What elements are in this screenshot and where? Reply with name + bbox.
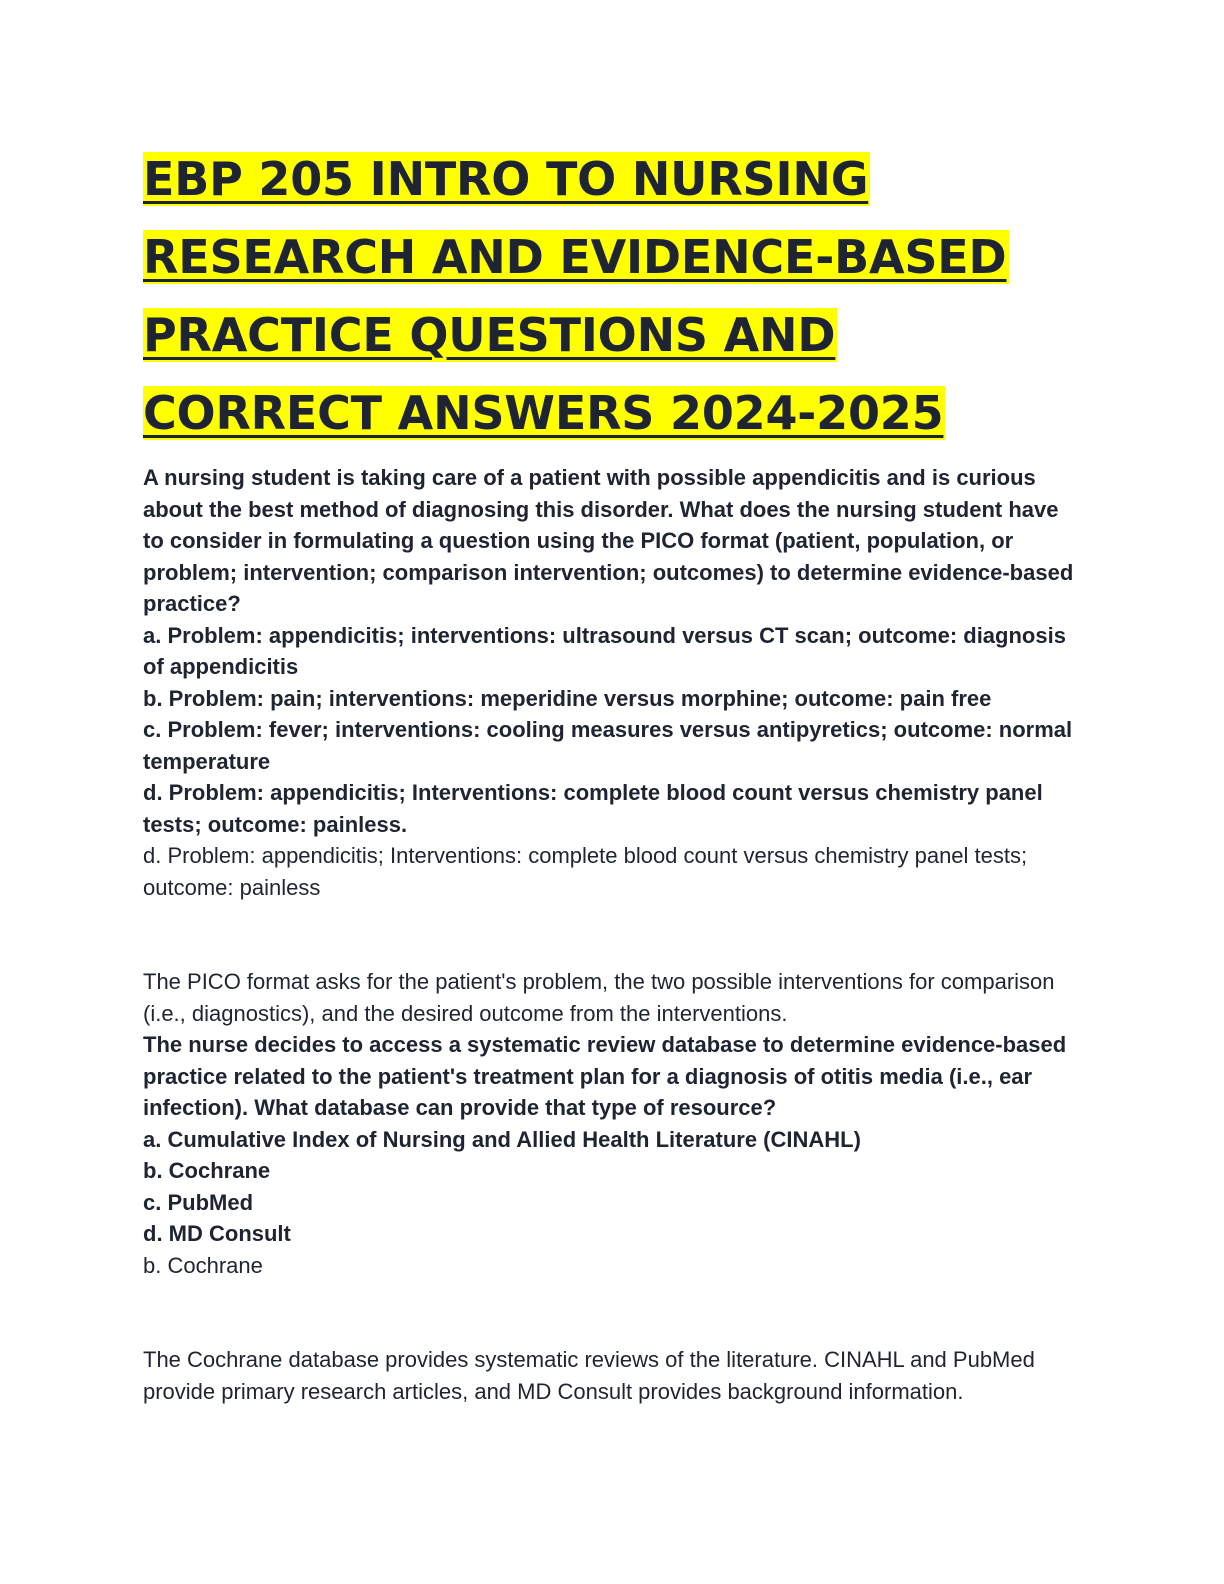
spacer (143, 1281, 1083, 1344)
answer-option: d. MD Consult (143, 1221, 291, 1246)
correct-answer: b. Cochrane (143, 1252, 263, 1278)
title-line: RESEARCH AND EVIDENCE-BASED (143, 230, 1007, 284)
question-block (143, 1029, 1083, 1407)
answer-explanation: The Cochrane database provides systematic reviews of the literature. CINAHL and PubMed provide primary research articles, and MD Consult provides background information. (143, 1347, 1035, 1404)
answer-option: a. Problem: appendicitis; interventions: ultrasound versus CT scan; outcome: diagnosis of appendicitis (143, 622, 1066, 679)
answer-option: d. Problem: appendicitis; Interventions: complete blood count versus chemistry panel tests; outcome: painless. (143, 780, 1043, 837)
question-block (143, 462, 1083, 1029)
correct-answer: d. Problem: appendicitis; Interventions: complete blood count versus chemistry panel tests; outcome: painless (143, 843, 1028, 900)
title-line: PRACTICE QUESTIONS AND (143, 308, 836, 362)
title-line: CORRECT ANSWERS 2024-2025 (143, 386, 944, 440)
document-title (143, 140, 1083, 452)
title-line: EBP 205 INTRO TO NURSING (143, 152, 869, 206)
document-content (143, 140, 1083, 1407)
answer-option: c. PubMed (143, 1189, 254, 1215)
answer-explanation: The PICO format asks for the patient's problem, the two possible interventions for comparison (i.e., diagnostics), and the desired outcome from the interventions. (143, 969, 1055, 1026)
spacer (143, 903, 1083, 966)
question-stem: The nurse decides to access a systematic review database to determine evidence-based practice related to the patient's treatment plan for a diagnosis of otitis media (i.e., ear infection). What database can provide that type of resource? (143, 1032, 1067, 1120)
answer-option: b. Problem: pain; interventions: meperidine versus morphine; outcome: pain free (143, 685, 992, 711)
answer-option: c. Problem: fever; interventions: cooling measures versus antipyretics; outcome: normal temperature (143, 717, 1073, 774)
answer-option: a. Cumulative Index of Nursing and Allied Health Literature (CINAHL) (143, 1126, 861, 1152)
answer-option: b. Cochrane (143, 1158, 271, 1183)
question-stem: A nursing student is taking care of a patient with possible appendicitis and is curious about the best method of diagnosing this disorder. What does the nursing student have to consider in formulating a question using the PICO format (patient, population, or problem; intervention; comparison intervention; outcomes) to determine evidence-based practice? (143, 465, 1074, 616)
